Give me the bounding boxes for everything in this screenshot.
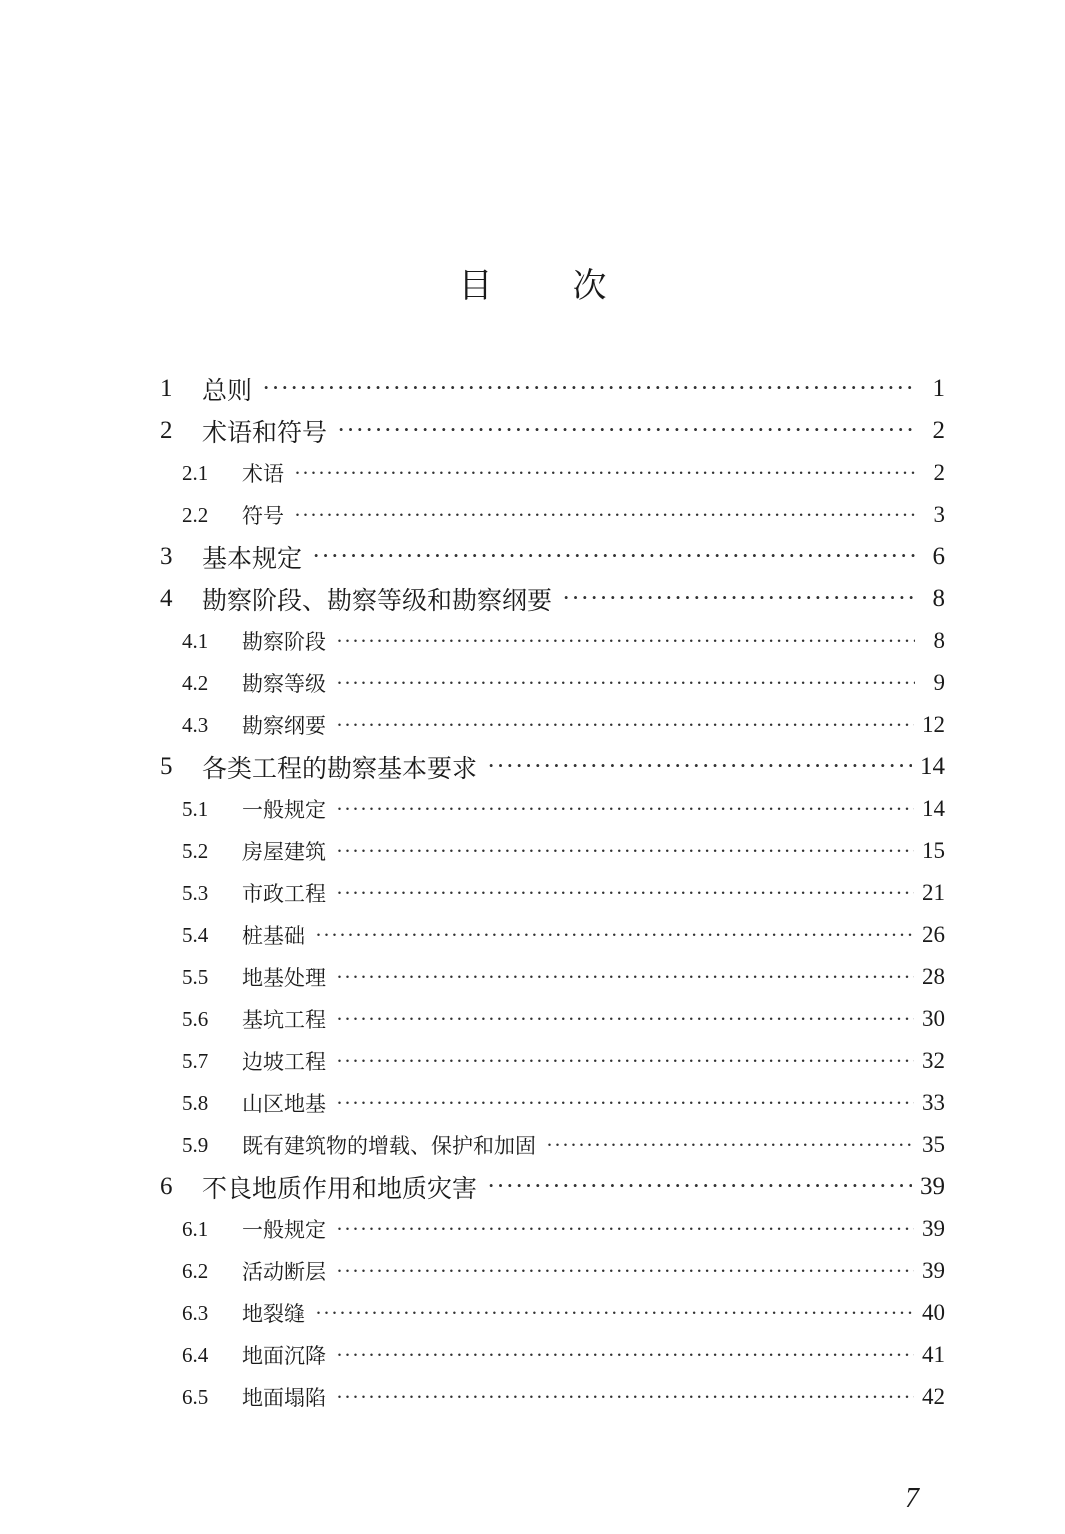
toc-dot-leader (562, 585, 915, 613)
toc-section-entry[interactable] (160, 620, 945, 662)
toc-entry-label: 勘察等级 (242, 672, 326, 696)
toc-entry-label: 地面塌陷 (242, 1386, 326, 1410)
toc-dot-leader (294, 503, 915, 528)
toc-entry-page: 28 (922, 964, 945, 989)
toc-entry-label: 基坑工程 (242, 1008, 326, 1032)
toc-section-entry[interactable] (160, 704, 945, 746)
toc-entry-page: 6 (932, 543, 945, 570)
toc-dot-leader (315, 923, 914, 948)
toc-entry-label: 地裂缝 (242, 1302, 305, 1326)
toc-entry-number: 4.1 (182, 628, 209, 653)
toc-chapter-entry[interactable] (160, 746, 945, 788)
toc-entry-label: 一般规定 (242, 798, 326, 822)
toc-dot-leader (315, 1301, 914, 1326)
toc-section-entry[interactable] (160, 956, 945, 998)
toc-dot-leader (294, 461, 915, 486)
toc-entry-page: 26 (922, 922, 945, 947)
toc-entry-page: 33 (922, 1090, 945, 1115)
toc-section-entry[interactable] (160, 1124, 945, 1166)
toc-section-entry[interactable] (160, 1376, 945, 1418)
toc-entry-page: 41 (922, 1342, 945, 1367)
toc-chapter-entry[interactable] (160, 1166, 945, 1208)
toc-entry-number: 5.8 (182, 1090, 209, 1115)
toc-entry-label: 既有建筑物的增载、保护和加固 (242, 1134, 536, 1158)
toc-entry-number: 5.2 (182, 838, 209, 863)
toc-entry-page: 42 (922, 1384, 945, 1409)
toc-section-entry[interactable] (160, 914, 945, 956)
toc-dot-leader (337, 417, 915, 445)
toc-dot-leader (487, 1173, 912, 1201)
toc-entry-page: 2 (933, 460, 945, 485)
toc-entry-page: 1 (932, 375, 945, 402)
toc-dot-leader (487, 753, 912, 781)
toc-entry-page: 12 (922, 712, 945, 737)
toc-dot-leader (336, 839, 914, 864)
toc-section-entry[interactable] (160, 872, 945, 914)
toc-entry-label: 勘察纲要 (242, 714, 326, 738)
toc-section-entry[interactable] (160, 1040, 945, 1082)
toc-entry-number: 5.9 (182, 1132, 209, 1157)
toc-entry-page: 14 (922, 796, 945, 821)
toc-dot-leader (262, 375, 915, 403)
page-title (0, 258, 1065, 307)
toc-entry-number: 5.5 (182, 964, 209, 989)
toc-entry-page: 14 (920, 753, 945, 780)
toc-chapter-entry[interactable] (160, 536, 945, 578)
toc-dot-leader (336, 629, 915, 654)
toc-dot-leader (546, 1133, 914, 1158)
toc-entry-page: 8 (933, 628, 945, 653)
toc-chapter-entry[interactable] (160, 368, 945, 410)
toc-entry-number: 5.3 (182, 880, 209, 905)
toc-entry-number: 5.7 (182, 1048, 209, 1073)
toc-entry-number: 1 (160, 375, 173, 402)
toc-section-entry[interactable] (160, 1082, 945, 1124)
toc-entry-label: 边坡工程 (242, 1050, 326, 1074)
toc-entry-number: 5.1 (182, 796, 209, 821)
toc-entry-number: 4.3 (182, 712, 209, 737)
toc-dot-leader (336, 1217, 914, 1242)
toc-entry-number: 6.1 (182, 1216, 209, 1241)
toc-dot-leader (336, 1049, 914, 1074)
toc-dot-leader (336, 1091, 914, 1116)
toc-entry-label: 不良地质作用和地质灾害 (202, 1174, 478, 1203)
toc-entry-label: 山区地基 (242, 1092, 326, 1116)
toc-entry-page: 8 (932, 585, 945, 612)
toc-dot-leader (336, 1259, 914, 1284)
toc-section-entry[interactable] (160, 830, 945, 872)
toc-entry-page: 39 (922, 1258, 945, 1283)
toc-entry-number: 2.2 (182, 502, 209, 527)
toc-section-entry[interactable] (160, 998, 945, 1040)
toc-dot-leader (336, 713, 914, 738)
toc-entry-label: 市政工程 (242, 882, 326, 906)
page-number: 7 (905, 1483, 919, 1514)
toc-entry-label: 符号 (242, 504, 284, 528)
toc-dot-leader (336, 671, 915, 696)
toc-entry-number: 6.2 (182, 1258, 209, 1283)
toc-section-entry[interactable] (160, 452, 945, 494)
toc-entry-number: 6.3 (182, 1300, 209, 1325)
toc-dot-leader (336, 1343, 914, 1368)
toc-entry-page: 30 (922, 1006, 945, 1031)
toc-entry-number: 2 (160, 417, 173, 444)
toc-entry-number: 5.4 (182, 922, 209, 947)
toc-entry-page: 32 (922, 1048, 945, 1073)
toc-dot-leader (336, 1385, 914, 1410)
toc-chapter-entry[interactable] (160, 410, 945, 452)
toc-entry-page: 9 (933, 670, 945, 695)
toc-entry-number: 5 (160, 753, 173, 780)
toc-entry-number: 6 (160, 1173, 173, 1200)
toc-entry-number: 6.4 (182, 1342, 209, 1367)
toc-entry-label: 房屋建筑 (242, 840, 326, 864)
toc-section-entry[interactable] (160, 1208, 945, 1250)
toc-dot-leader (336, 965, 914, 990)
toc-entry-number: 4.2 (182, 670, 209, 695)
toc-entry-number: 3 (160, 543, 173, 570)
toc-entry-page: 39 (922, 1216, 945, 1241)
toc-section-entry[interactable] (160, 1250, 945, 1292)
toc-dot-leader (336, 881, 914, 906)
toc-dot-leader (336, 797, 914, 822)
toc-entry-page: 15 (922, 838, 945, 863)
toc-entry-number: 6.5 (182, 1384, 209, 1409)
toc-section-entry[interactable] (160, 662, 945, 704)
toc-entry-label: 总则 (202, 376, 253, 405)
toc-entry-label: 桩基础 (242, 924, 305, 948)
toc-entry-number: 4 (160, 585, 173, 612)
toc-dot-leader (312, 543, 915, 571)
toc-entry-label: 各类工程的勘察基本要求 (202, 754, 478, 783)
toc-entry-label: 一般规定 (242, 1218, 326, 1242)
toc-entry-page: 39 (920, 1173, 945, 1200)
toc-entry-page: 21 (922, 880, 945, 905)
toc-section-entry[interactable] (160, 788, 945, 830)
toc-entry-number: 2.1 (182, 460, 209, 485)
toc-entry-number: 5.6 (182, 1006, 209, 1031)
toc-chapter-entry[interactable] (160, 578, 945, 620)
toc-entry-page: 3 (933, 502, 945, 527)
table-of-contents (160, 368, 945, 1418)
toc-section-entry[interactable] (160, 494, 945, 536)
toc-entry-label: 术语和符号 (202, 418, 328, 447)
title-char-1: 目 (458, 266, 493, 306)
toc-entry-label: 地基处理 (242, 966, 326, 990)
toc-entry-page: 40 (922, 1300, 945, 1325)
toc-section-entry[interactable] (160, 1292, 945, 1334)
toc-entry-page: 35 (922, 1132, 945, 1157)
toc-entry-label: 勘察阶段 (242, 630, 326, 654)
toc-section-entry[interactable] (160, 1334, 945, 1376)
toc-entry-label: 基本规定 (202, 544, 303, 573)
title-char-2: 次 (572, 266, 607, 306)
toc-entry-label: 活动断层 (242, 1260, 326, 1284)
toc-entry-label: 术语 (242, 462, 284, 486)
toc-entry-label: 地面沉降 (242, 1344, 326, 1368)
toc-dot-leader (336, 1007, 914, 1032)
toc-entry-label: 勘察阶段、勘察等级和勘察纲要 (202, 586, 553, 615)
toc-entry-page: 2 (932, 417, 945, 444)
